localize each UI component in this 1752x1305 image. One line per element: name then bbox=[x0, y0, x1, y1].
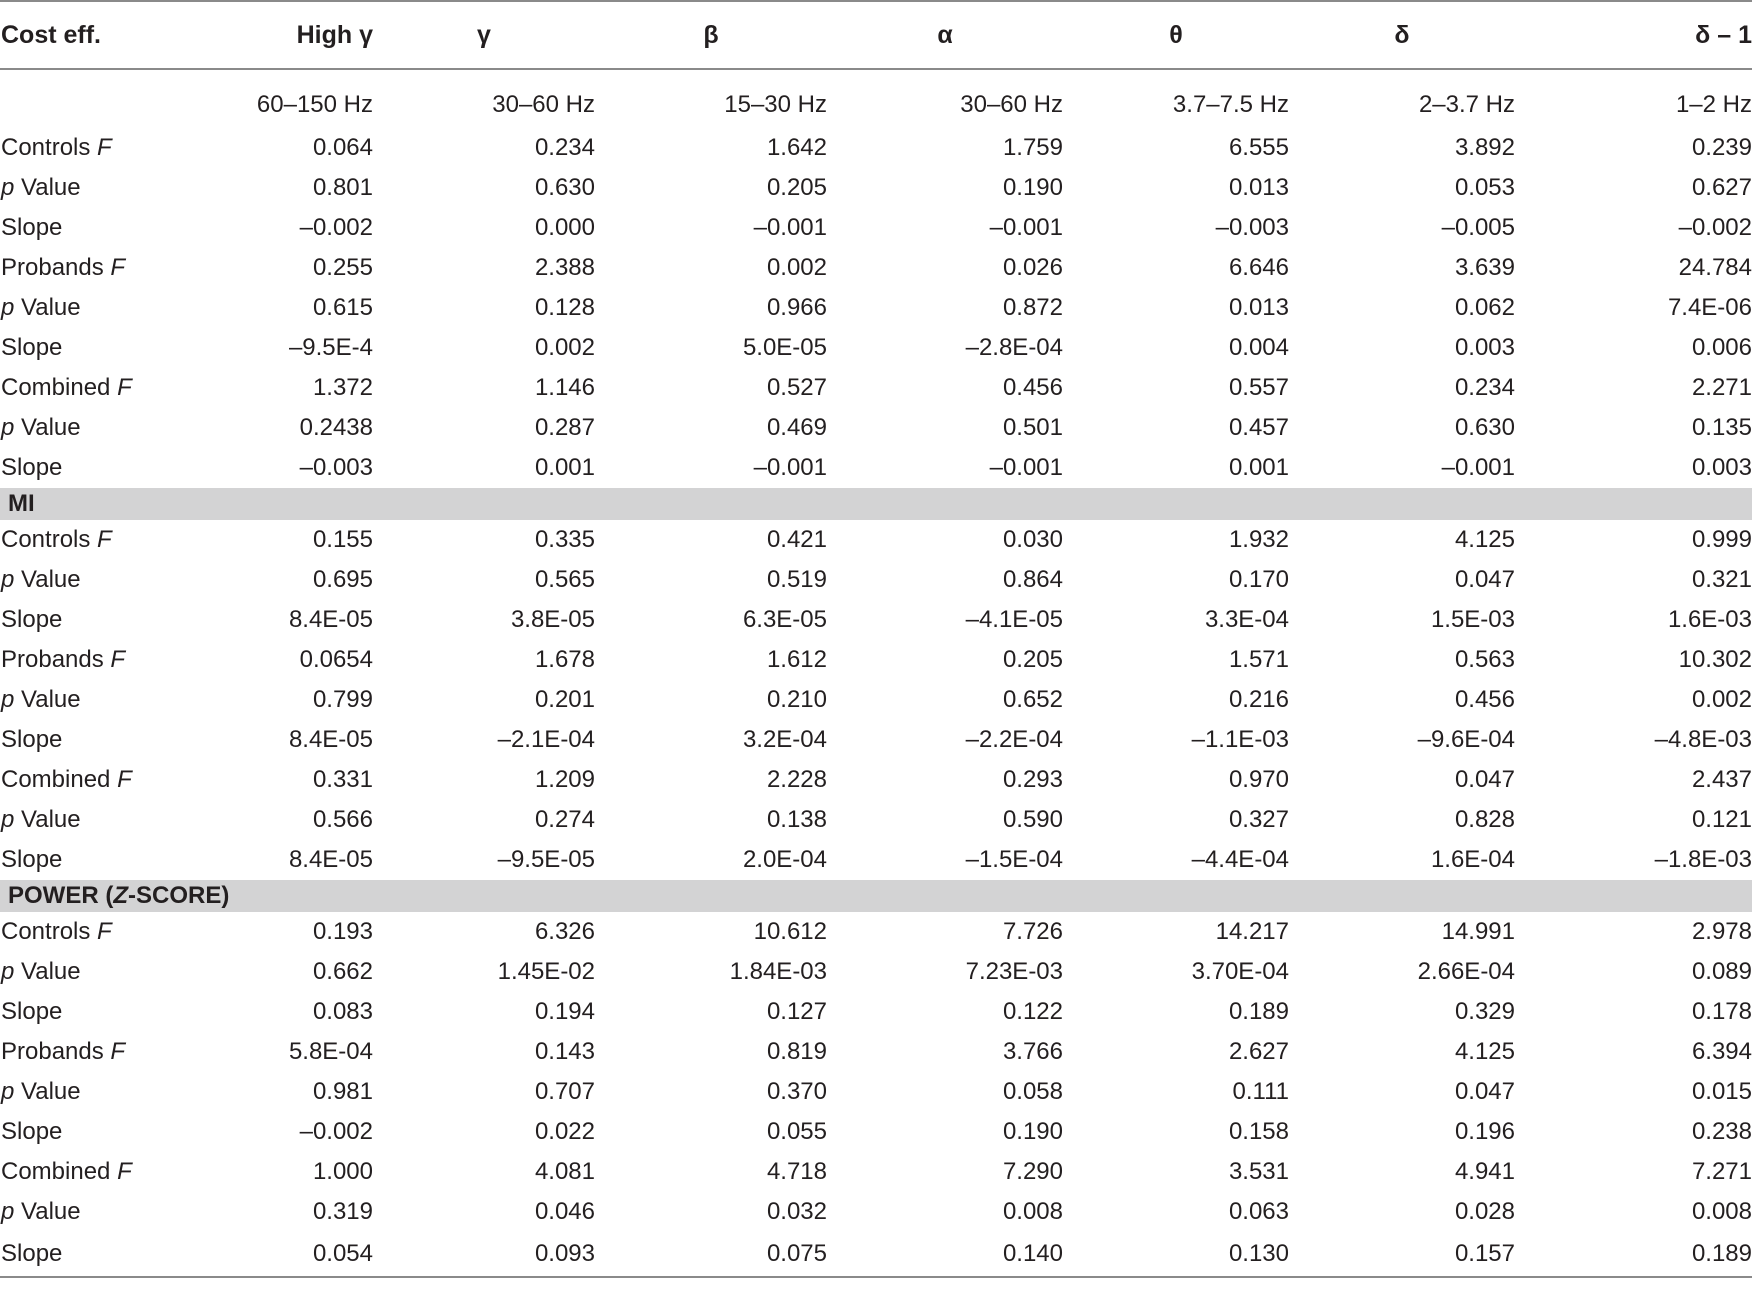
table-cell: 0.590 bbox=[1002, 806, 1063, 833]
table-cell: 0.002 bbox=[534, 334, 595, 361]
section-header-row bbox=[0, 488, 1752, 520]
table-cell: 0.565 bbox=[534, 566, 595, 593]
table-row bbox=[0, 1032, 1752, 1072]
table-cell: 0.135 bbox=[1691, 414, 1752, 441]
row-label: Slope bbox=[1, 334, 63, 361]
table-cell: 0.456 bbox=[1454, 686, 1515, 713]
table-cell: 1.932 bbox=[1228, 526, 1289, 553]
table-row bbox=[0, 992, 1752, 1032]
table-cell: 0.662 bbox=[312, 958, 373, 985]
table-cell: 8.4E-05 bbox=[288, 726, 373, 753]
table-row bbox=[0, 952, 1752, 992]
table-cell: 1.6E-04 bbox=[1430, 846, 1515, 873]
table-cell: 0.201 bbox=[534, 686, 595, 713]
table-cell: 2.627 bbox=[1228, 1038, 1289, 1065]
table-cell: 0.828 bbox=[1454, 806, 1515, 833]
table-cell: –4.4E-04 bbox=[1191, 846, 1289, 873]
table-cell: 4.081 bbox=[534, 1158, 595, 1185]
table-row bbox=[0, 408, 1752, 448]
table-row bbox=[0, 600, 1752, 640]
table-cell: 0.128 bbox=[534, 294, 595, 321]
table-cell: 0.630 bbox=[1454, 414, 1515, 441]
table-cell: 2.66E-04 bbox=[1417, 958, 1515, 985]
table-cell: 1.209 bbox=[534, 766, 595, 793]
table-cell: –0.002 bbox=[299, 1118, 373, 1145]
table-cell: 0.274 bbox=[534, 806, 595, 833]
section-title-italic: Z bbox=[113, 882, 128, 909]
row-label: Slope bbox=[0, 1232, 225, 1277]
row-label: Probands F bbox=[1, 254, 126, 281]
table-cell: 5.0E-05 bbox=[742, 334, 827, 361]
table-cell: –0.002 bbox=[1678, 214, 1752, 241]
table-cell: 0.189 bbox=[1515, 1232, 1752, 1277]
table-body bbox=[0, 69, 1752, 1277]
table-cell: 0.970 bbox=[1228, 766, 1289, 793]
table-cell: –0.001 bbox=[989, 454, 1063, 481]
table-cell: 0.999 bbox=[1691, 526, 1752, 553]
table-cell: 0.566 bbox=[312, 806, 373, 833]
table-cell: 0.083 bbox=[312, 998, 373, 1025]
table-cell: 0.966 bbox=[766, 294, 827, 321]
table-cell: 3.70E-04 bbox=[1191, 958, 1289, 985]
table-cell: 0.138 bbox=[766, 806, 827, 833]
table-cell: 0.190 bbox=[1002, 1118, 1063, 1145]
table-cell: 0.319 bbox=[312, 1198, 373, 1225]
table-cell: 0.196 bbox=[1454, 1118, 1515, 1145]
table-cell: 0.053 bbox=[1454, 174, 1515, 201]
table-cell: –0.002 bbox=[299, 214, 373, 241]
table-cell: 4.941 bbox=[1454, 1158, 1515, 1185]
table-cell: 0.170 bbox=[1228, 566, 1289, 593]
table-cell: 1.678 bbox=[534, 646, 595, 673]
table-row bbox=[0, 680, 1752, 720]
row-label: Controls F bbox=[1, 918, 112, 945]
table-cell: 3.8E-05 bbox=[510, 606, 595, 633]
column-header: δ bbox=[1289, 1, 1515, 69]
table-cell: 2.0E-04 bbox=[742, 846, 827, 873]
table-cell: 3.531 bbox=[1228, 1158, 1289, 1185]
table-cell: 4.718 bbox=[766, 1158, 827, 1185]
row-label: Slope bbox=[1, 606, 63, 633]
unit-cell: 30–60 Hz bbox=[960, 91, 1063, 118]
table-cell: 0.158 bbox=[1228, 1118, 1289, 1145]
table-row bbox=[0, 720, 1752, 760]
table-cell: 0.013 bbox=[1228, 294, 1289, 321]
table-cell: 0.026 bbox=[1002, 254, 1063, 281]
table-cell: 0.627 bbox=[1691, 174, 1752, 201]
row-label: Combined F bbox=[1, 1158, 132, 1185]
table-cell: 0.127 bbox=[766, 998, 827, 1025]
table-cell: 0.111 bbox=[1232, 1078, 1289, 1105]
row-label: Slope bbox=[1, 1118, 63, 1145]
table-cell: 0.075 bbox=[595, 1232, 827, 1277]
table-cell: 3.766 bbox=[1002, 1038, 1063, 1065]
table-cell: 0.193 bbox=[312, 918, 373, 945]
table-cell: 3.639 bbox=[1454, 254, 1515, 281]
table-cell: 1.571 bbox=[1228, 646, 1289, 673]
table-cell: 1.6E-03 bbox=[1667, 606, 1752, 633]
table-cell: 0.003 bbox=[1691, 454, 1752, 481]
table-row bbox=[0, 448, 1752, 488]
table-cell: 7.4E-06 bbox=[1667, 294, 1752, 321]
table-cell: 7.23E-03 bbox=[965, 958, 1063, 985]
column-header: α bbox=[827, 1, 1063, 69]
row-label: Controls F bbox=[1, 134, 112, 161]
row-label: Probands F bbox=[1, 646, 126, 673]
table-cell: 0.054 bbox=[225, 1232, 373, 1277]
table-cell: 0.615 bbox=[312, 294, 373, 321]
table-cell: 10.612 bbox=[753, 918, 827, 945]
table-cell: –0.001 bbox=[753, 454, 827, 481]
table-cell: 6.3E-05 bbox=[742, 606, 827, 633]
table-cell: 1.146 bbox=[534, 374, 595, 401]
table-cell: 0.047 bbox=[1454, 766, 1515, 793]
table-cell: 0.321 bbox=[1691, 566, 1752, 593]
table-cell: 1.000 bbox=[312, 1158, 373, 1185]
row-label: p Value bbox=[1, 1198, 81, 1225]
table-cell: 0.189 bbox=[1228, 998, 1289, 1025]
table-cell: –0.001 bbox=[753, 214, 827, 241]
header-row bbox=[0, 1, 1752, 69]
table-row bbox=[0, 208, 1752, 248]
table-cell: 7.726 bbox=[1002, 918, 1063, 945]
table-cell: 0.003 bbox=[1454, 334, 1515, 361]
table-cell: 0.234 bbox=[1454, 374, 1515, 401]
table-cell: 1.642 bbox=[766, 134, 827, 161]
table-row bbox=[0, 1072, 1752, 1112]
table-cell: 0.004 bbox=[1228, 334, 1289, 361]
table-row bbox=[0, 328, 1752, 368]
table-cell: 14.991 bbox=[1441, 918, 1515, 945]
table-cell: 0.002 bbox=[1691, 686, 1752, 713]
unit-cell: 1–2 Hz bbox=[1675, 91, 1752, 118]
table-row bbox=[0, 1112, 1752, 1152]
table-cell: –0.003 bbox=[299, 454, 373, 481]
table-cell: 6.394 bbox=[1691, 1038, 1752, 1065]
table-cell: 0.981 bbox=[312, 1078, 373, 1105]
column-header: γ bbox=[373, 1, 595, 69]
table-cell: –0.001 bbox=[989, 214, 1063, 241]
table-cell: 0.216 bbox=[1228, 686, 1289, 713]
table-cell: 0.2438 bbox=[299, 414, 373, 441]
table-cell: 1.84E-03 bbox=[729, 958, 827, 985]
table-row bbox=[0, 520, 1752, 560]
table-cell: 0.008 bbox=[1691, 1198, 1752, 1225]
table-cell: 0.008 bbox=[1002, 1198, 1063, 1225]
table-cell: 14.217 bbox=[1215, 918, 1289, 945]
table-cell: 0.801 bbox=[312, 174, 373, 201]
table-cell: 4.125 bbox=[1454, 1038, 1515, 1065]
table-cell: 2.271 bbox=[1691, 374, 1752, 401]
table-row bbox=[0, 912, 1752, 952]
table-cell: 0.370 bbox=[766, 1078, 827, 1105]
table-cell: 0.234 bbox=[534, 134, 595, 161]
row-label: Slope bbox=[1, 214, 63, 241]
table-row bbox=[0, 1232, 1752, 1277]
table-row bbox=[0, 168, 1752, 208]
column-header: θ bbox=[1063, 1, 1289, 69]
table-cell: –9.6E-04 bbox=[1417, 726, 1515, 753]
table-cell: 0.000 bbox=[534, 214, 595, 241]
row-label: Slope bbox=[1, 726, 63, 753]
table-cell: 0.469 bbox=[766, 414, 827, 441]
table-row bbox=[0, 640, 1752, 680]
table-cell: 1.759 bbox=[1002, 134, 1063, 161]
table-cell: 0.093 bbox=[373, 1232, 595, 1277]
row-label: p Value bbox=[1, 958, 81, 985]
table-row bbox=[0, 800, 1752, 840]
table-row bbox=[0, 128, 1752, 168]
table-cell: 0.205 bbox=[1002, 646, 1063, 673]
table-cell: 0.032 bbox=[766, 1198, 827, 1225]
table-cell: –1.5E-04 bbox=[965, 846, 1063, 873]
table-cell: –9.5E-4 bbox=[288, 334, 373, 361]
table-cell: 0.022 bbox=[534, 1118, 595, 1145]
table-cell: 4.125 bbox=[1454, 526, 1515, 553]
table-cell: 0.001 bbox=[1228, 454, 1289, 481]
table-cell: 0.064 bbox=[312, 134, 373, 161]
row-label: p Value bbox=[1, 174, 81, 201]
row-label: Slope bbox=[1, 846, 63, 873]
row-label: p Value bbox=[1, 414, 81, 441]
table-cell: 0.028 bbox=[1454, 1198, 1515, 1225]
table-cell: 0.421 bbox=[766, 526, 827, 553]
table-cell: 0.062 bbox=[1454, 294, 1515, 321]
unit-cell: 2–3.7 Hz bbox=[1418, 91, 1515, 118]
table-cell: –9.5E-05 bbox=[497, 846, 595, 873]
table-row bbox=[0, 288, 1752, 328]
table-cell: 0.140 bbox=[827, 1232, 1063, 1277]
table-cell: 0.695 bbox=[312, 566, 373, 593]
table-cell: 0.456 bbox=[1002, 374, 1063, 401]
table-cell: 0.501 bbox=[1002, 414, 1063, 441]
table-cell: 5.8E-04 bbox=[288, 1038, 373, 1065]
table-cell: 0.058 bbox=[1002, 1078, 1063, 1105]
table-cell: 0.457 bbox=[1228, 414, 1289, 441]
table-cell: –1.1E-03 bbox=[1191, 726, 1289, 753]
unit-cell: 30–60 Hz bbox=[492, 91, 595, 118]
table-cell: 0.819 bbox=[766, 1038, 827, 1065]
corner-label: Cost eff. bbox=[0, 1, 225, 69]
table-cell: 0.046 bbox=[534, 1198, 595, 1225]
table-cell: 0.630 bbox=[534, 174, 595, 201]
table-cell: –1.8E-03 bbox=[1654, 846, 1752, 873]
column-header: β bbox=[595, 1, 827, 69]
table-row bbox=[0, 248, 1752, 288]
table-row bbox=[0, 840, 1752, 880]
table-cell: 1.45E-02 bbox=[497, 958, 595, 985]
table-cell: 1.5E-03 bbox=[1430, 606, 1515, 633]
table-cell: 0.864 bbox=[1002, 566, 1063, 593]
table-row bbox=[0, 1152, 1752, 1192]
unit-cell: 3.7–7.5 Hz bbox=[1172, 91, 1289, 118]
table-row bbox=[0, 368, 1752, 408]
column-header: High γ bbox=[225, 1, 373, 69]
table-cell: 6.555 bbox=[1228, 134, 1289, 161]
table-cell: 0.255 bbox=[312, 254, 373, 281]
table-cell: 0.143 bbox=[534, 1038, 595, 1065]
table-header bbox=[0, 1, 1752, 69]
section-header-row bbox=[0, 880, 1752, 912]
row-label: Combined F bbox=[1, 374, 132, 401]
table-cell: 0.063 bbox=[1228, 1198, 1289, 1225]
table-cell: 0.293 bbox=[1002, 766, 1063, 793]
table-row bbox=[0, 1192, 1752, 1232]
table-cell: 0.872 bbox=[1002, 294, 1063, 321]
units-label bbox=[0, 69, 225, 128]
table-cell: 0.527 bbox=[766, 374, 827, 401]
table-cell: 0.799 bbox=[312, 686, 373, 713]
table-cell: 2.228 bbox=[766, 766, 827, 793]
table-cell: 0.331 bbox=[312, 766, 373, 793]
section-title: MI bbox=[0, 488, 1752, 520]
table-cell: 0.287 bbox=[534, 414, 595, 441]
table-cell: –2.8E-04 bbox=[965, 334, 1063, 361]
row-label: p Value bbox=[1, 566, 81, 593]
table-cell: 0.563 bbox=[1454, 646, 1515, 673]
table-cell: 6.326 bbox=[534, 918, 595, 945]
row-label: Probands F bbox=[1, 1038, 126, 1065]
table-cell: 0.335 bbox=[534, 526, 595, 553]
table-cell: 2.437 bbox=[1691, 766, 1752, 793]
table-cell: 10.302 bbox=[1678, 646, 1752, 673]
table-cell: 2.978 bbox=[1691, 918, 1752, 945]
row-label: Combined F bbox=[1, 766, 132, 793]
table-cell: 0.707 bbox=[534, 1078, 595, 1105]
table-cell: 0.089 bbox=[1691, 958, 1752, 985]
table-cell: 1.612 bbox=[766, 646, 827, 673]
table-cell: –0.005 bbox=[1441, 214, 1515, 241]
row-label: p Value bbox=[1, 806, 81, 833]
table-cell: –0.001 bbox=[1441, 454, 1515, 481]
table-cell: 0.329 bbox=[1454, 998, 1515, 1025]
table-cell: 6.646 bbox=[1228, 254, 1289, 281]
table-cell: 7.290 bbox=[1002, 1158, 1063, 1185]
table-cell: 0.121 bbox=[1691, 806, 1752, 833]
table-cell: 2.388 bbox=[534, 254, 595, 281]
table-cell: 0.652 bbox=[1002, 686, 1063, 713]
row-label: p Value bbox=[1, 294, 81, 321]
table-cell: 0.006 bbox=[1691, 334, 1752, 361]
table-cell: –2.2E-04 bbox=[965, 726, 1063, 753]
table-cell: 1.372 bbox=[312, 374, 373, 401]
column-header: δ – 1 bbox=[1515, 1, 1752, 69]
table-cell: 0.122 bbox=[1002, 998, 1063, 1025]
table-cell: 8.4E-05 bbox=[288, 846, 373, 873]
table-cell: 3.2E-04 bbox=[742, 726, 827, 753]
table-cell: 0.210 bbox=[766, 686, 827, 713]
table-cell: 0.002 bbox=[766, 254, 827, 281]
table-cell: 0.557 bbox=[1228, 374, 1289, 401]
row-label: Controls F bbox=[1, 526, 112, 553]
section-title: POWER (Z-SCORE) bbox=[0, 880, 1752, 912]
table-cell: 0.239 bbox=[1691, 134, 1752, 161]
table-cell: 0.015 bbox=[1691, 1078, 1752, 1105]
unit-cell: 60–150 Hz bbox=[256, 91, 373, 118]
table-cell: 0.157 bbox=[1289, 1232, 1515, 1277]
table-cell: –4.8E-03 bbox=[1654, 726, 1752, 753]
table-cell: 0.519 bbox=[766, 566, 827, 593]
table-cell: 3.892 bbox=[1454, 134, 1515, 161]
unit-cell: 15–30 Hz bbox=[724, 91, 827, 118]
table-cell: 0.238 bbox=[1691, 1118, 1752, 1145]
units-row bbox=[0, 69, 1752, 128]
table-cell: 0.190 bbox=[1002, 174, 1063, 201]
table-cell: 0.0654 bbox=[299, 646, 373, 673]
row-label: p Value bbox=[1, 686, 81, 713]
table-cell: 7.271 bbox=[1691, 1158, 1752, 1185]
table-cell: –0.003 bbox=[1215, 214, 1289, 241]
table-cell: 0.205 bbox=[766, 174, 827, 201]
table-cell: 3.3E-04 bbox=[1204, 606, 1289, 633]
table-cell: 0.001 bbox=[534, 454, 595, 481]
table-cell: 24.784 bbox=[1678, 254, 1752, 281]
table-cell: –2.1E-04 bbox=[497, 726, 595, 753]
table-cell: 0.130 bbox=[1063, 1232, 1289, 1277]
table-cell: 8.4E-05 bbox=[288, 606, 373, 633]
table-cell: 0.178 bbox=[1691, 998, 1752, 1025]
table-cell: 0.327 bbox=[1228, 806, 1289, 833]
table-row bbox=[0, 760, 1752, 800]
table-cell: –4.1E-05 bbox=[965, 606, 1063, 633]
row-label: Slope bbox=[1, 454, 63, 481]
row-label: Slope bbox=[1, 998, 63, 1025]
table-cell: 0.155 bbox=[312, 526, 373, 553]
table-cell: 0.013 bbox=[1228, 174, 1289, 201]
table-cell: 0.194 bbox=[534, 998, 595, 1025]
table-cell: 0.047 bbox=[1454, 1078, 1515, 1105]
table-row bbox=[0, 560, 1752, 600]
table-cell: 0.030 bbox=[1002, 526, 1063, 553]
row-label: p Value bbox=[1, 1078, 81, 1105]
table-cell: 0.047 bbox=[1454, 566, 1515, 593]
table-cell: 0.055 bbox=[766, 1118, 827, 1145]
